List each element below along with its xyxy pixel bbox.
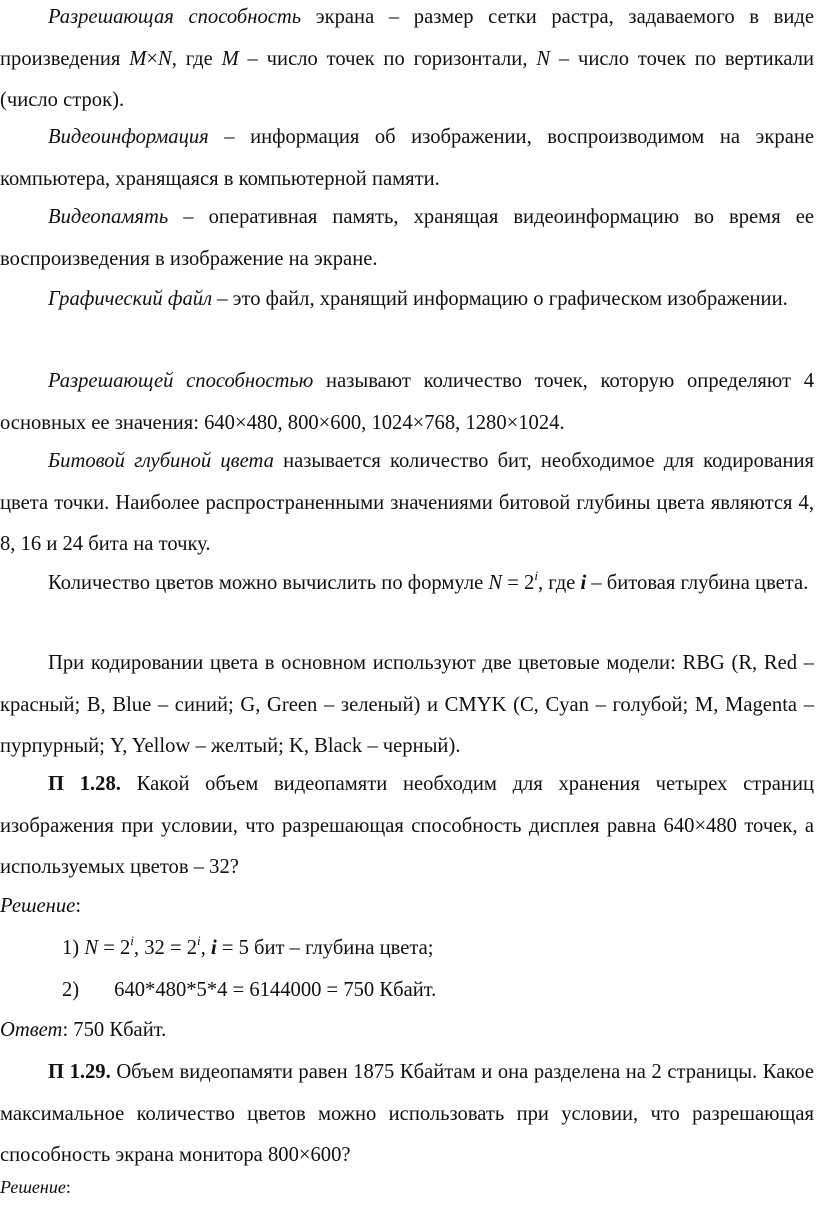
problem-1-28-step-1: 1) $N = 2^i$, $32 = 2^i$, i = 5 бит – глубина цвета; — [62, 933, 434, 959]
paragraph-color-models: При кодировании цвета в основном используют две цветовые модели: RBG (R, Red – красный; B, Blue – синий; G, Green – зеленый) и CMYK (C, Cyan – голубой; M, Magenta – пурпурный; Y, Yellow – желтый; K, Black – черный). — [0, 652, 814, 757]
problem-1-29-label: П 1.29. — [48, 1061, 111, 1083]
paragraph-videomemory-definition: Видеопамять – оперативная память, хранящая видеоинформацию во время ее воспроизведения в изображение на экране. — [0, 206, 814, 270]
term-resolution-values: Разрешающей способностью — [48, 370, 314, 392]
term-resolution: Разрешающая способность — [48, 6, 302, 28]
paragraph-graphic-file-definition: Графический файл – это файл, хранящий информацию о графическом изображении. — [48, 288, 788, 310]
term-bit-depth: Битовой глубиной цвета — [48, 450, 274, 472]
paragraph-colors-formula: Количество цветов можно вычислить по формуле $N = 2^i$, где i – битовая глубина цвета. — [48, 568, 809, 594]
problem-1-28-step-2: 2) 640*480*5*4 = 6144000 = 750 Кбайт. — [62, 979, 437, 1001]
paragraph-resolution-values: Разрешающей способностью называют количество точек, которую определяют 4 основных ее значения: 640×480, 800×600, 1024×768, 1280×1024. — [0, 370, 814, 434]
paragraph-resolution-definition: Разрешающая способность экрана – размер сетки растра, задаваемого в виде произведения M×N, где M – число точек по горизонтали, N – число точек по вертикали (число строк). — [0, 6, 815, 111]
problem-1-29: П 1.29. Объем видеопамяти равен 1875 Кбайтам и она разделена на 2 страницы. Какое максимальное количество цветов можно использовать при условии, что разрешающая способность экрана монитора 800×600? — [0, 1061, 815, 1166]
term-graphic-file: Графический файл — [48, 288, 213, 310]
problem-1-29-solution-label: Решение: — [0, 1177, 71, 1197]
problem-1-28-solution-label: Решение: — [0, 895, 82, 917]
problem-1-28-answer: Ответ: 750 Кбайт. — [0, 1019, 167, 1041]
term-videomemory: Видеопамять — [48, 206, 169, 228]
paragraph-videoinfo-definition: Видеоинформация – информация об изображении, воспроизводимом на экране компьютера, хранящаяся в компьютерной памяти. — [0, 126, 814, 190]
term-videoinfo: Видеоинформация — [48, 126, 209, 148]
problem-1-28: П 1.28. Какой объем видеопамяти необходим для хранения четырех страниц изображения при условии, что разрешающая способность дисплея равна 640×480 точек, а используемых цветов – 32? — [0, 773, 814, 878]
paragraph-bit-depth-definition: Битовой глубиной цвета называется количество бит, необходимое для кодирования цвета точки. Наиболее распространенными значениями битовой глубины цвета являются 4, 8, 16 и 24 бита на точку. — [0, 450, 814, 555]
problem-1-28-label: П 1.28. — [48, 773, 121, 795]
